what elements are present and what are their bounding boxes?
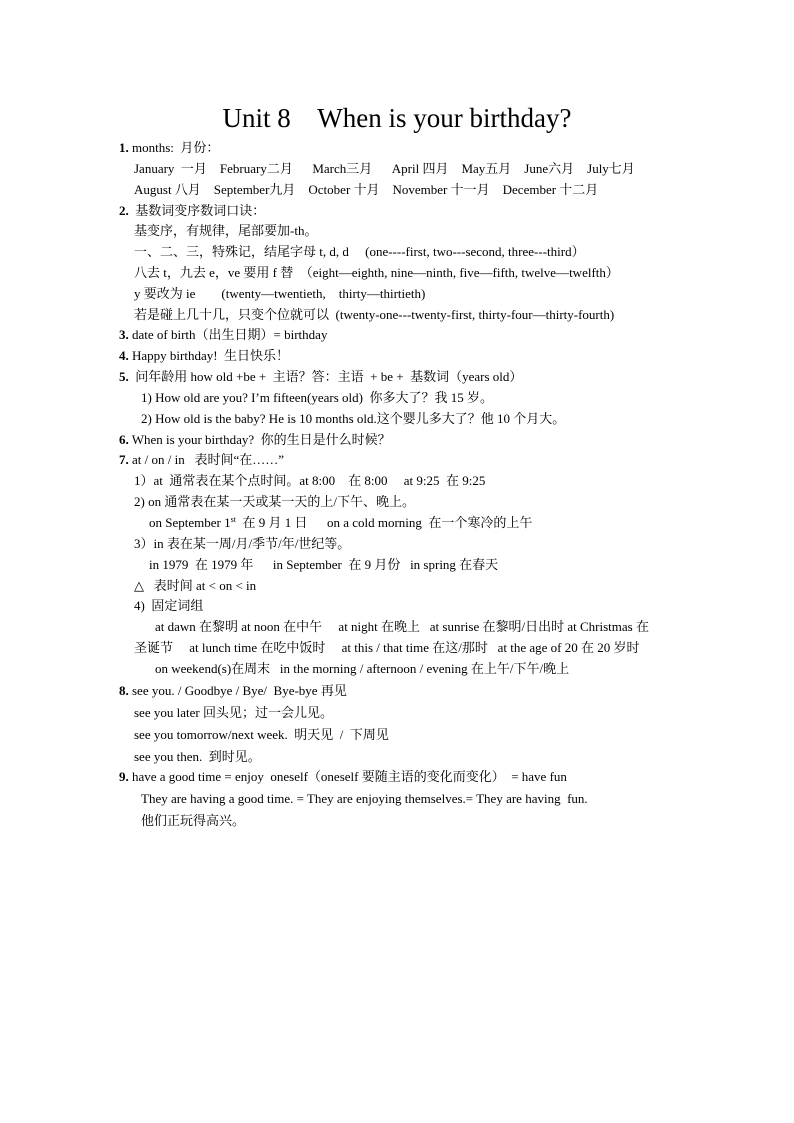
phrase-line: 圣诞节 at lunch time 在吃中饭时 at this / that time 在这/那时 at the age of 20 在 20 岁时	[134, 640, 640, 655]
section-6	[119, 431, 391, 449]
usage-example	[149, 514, 532, 532]
phrase-line: at dawn 在黎明 at noon 在中午 at night 在晚上 at sunrise 在黎明/日出时 at Christmas 在	[155, 619, 649, 634]
example-line: 1) How old are you? I’m fifteen(years old) 你多大了？我 15 岁。	[141, 390, 493, 405]
phrase-line: see you tomorrow/next week. 明天见 / 下周见	[134, 727, 389, 742]
section-1-heading	[119, 139, 219, 157]
section-heading-text: see you. / Goodbye / Bye/ Bye-bye 再见	[128, 683, 347, 698]
phrase-line: see you later 回头见；过一会儿见。	[134, 705, 333, 720]
rule-line: 若是碰上几十几，只变个位就可以 (twenty-one---twenty-first, thirty-four—thirty-fourth)	[134, 307, 615, 322]
section-3	[119, 326, 327, 344]
section-2-heading	[119, 202, 265, 220]
example-line: 2) How old is the baby? He is 10 months old.这个婴儿多大了？他 10 个月大。	[141, 411, 566, 426]
section-text: date of birth（出生日期）= birthday	[128, 327, 328, 342]
usage-example: in 1979 在 1979 年 in September 在 9 月份 in spring 在春天	[149, 557, 499, 572]
usage-line: 2) on 通常表在某一天或某一天的上/下午、晚上。	[134, 494, 415, 509]
section-heading-text: 问年龄用 how old +be + 主语？答：主语 + be + 基数词（years old）	[128, 369, 523, 384]
section-4	[119, 347, 289, 365]
phrase-line: see you then. 到时见。	[134, 749, 261, 764]
section-heading-text: months: 月份：	[128, 140, 220, 155]
section-number: 7.	[119, 452, 129, 467]
months-row-1: January 一月 February二月 March三月 April 四月 May五月 June六月 July七月	[134, 161, 635, 176]
section-5-heading	[119, 368, 522, 386]
usage-example-text: on September 1	[149, 515, 231, 530]
rule-line: y 要改为 ie (twenty—twentieth, thirty—thirtieth)	[134, 286, 426, 301]
section-number: 9.	[119, 769, 129, 784]
section-number: 6.	[119, 432, 129, 447]
phrase-line: on weekend(s)在周末 in the morning / afternoon / evening 在上午/下午/晚上	[155, 661, 570, 676]
usage-line: 4) 固定词组	[134, 598, 204, 613]
section-number: 4.	[119, 348, 129, 363]
section-heading-text: 基数词变序数词口诀：	[128, 203, 266, 218]
usage-line: 3）in 表在某一周/月/季节/年/世纪等。	[134, 536, 351, 551]
section-number: 1.	[119, 140, 129, 155]
example-line: 他们正玩得高兴。	[141, 813, 246, 828]
usage-line: 1）at 通常表在某个点时间。at 8:00 在 8:00 at 9:25 在 9:25	[134, 473, 486, 488]
page-title: Unit 8 When is your birthday?	[222, 103, 572, 133]
usage-note: △ 表时间 at < on < in	[134, 578, 257, 593]
months-row-2: August 八月 September九月 October 十月 November 十一月 December 十二月	[134, 182, 599, 197]
section-heading-text: at / on / in 表时间“在……”	[128, 452, 285, 467]
section-9-heading	[119, 768, 567, 786]
example-line: They are having a good time. = They are enjoying themselves.= They are having fun.	[141, 791, 588, 806]
section-number: 2.	[119, 203, 129, 218]
section-number: 3.	[119, 327, 129, 342]
rule-line: 一、二、三，特殊记，结尾字母 t, d, d (one----first, two---second, three---third）	[134, 244, 585, 259]
section-heading-text: have a good time = enjoy oneself（oneself 要随主语的变化而变化） = have fun	[128, 769, 567, 784]
section-text: Happy birthday! 生日快乐！	[128, 348, 290, 363]
section-7-heading	[119, 451, 284, 469]
rule-line: 基变序，有规律，尾部要加-th。	[134, 223, 318, 238]
section-8-heading	[119, 682, 347, 700]
section-number: 8.	[119, 683, 129, 698]
section-number: 5.	[119, 369, 129, 384]
superscript: st	[230, 515, 236, 524]
usage-example-text: 在 9 月 1 日 on a cold morning 在一个寒冷的上午	[235, 515, 533, 530]
section-text: When is your birthday? 你的生日是什么时候？	[128, 432, 391, 447]
rule-line: 八去 t，九去 e，ve 要用 f 替 （eight—eighth, nine—ninth, five—fifth, twelve—twelfth）	[134, 265, 619, 280]
